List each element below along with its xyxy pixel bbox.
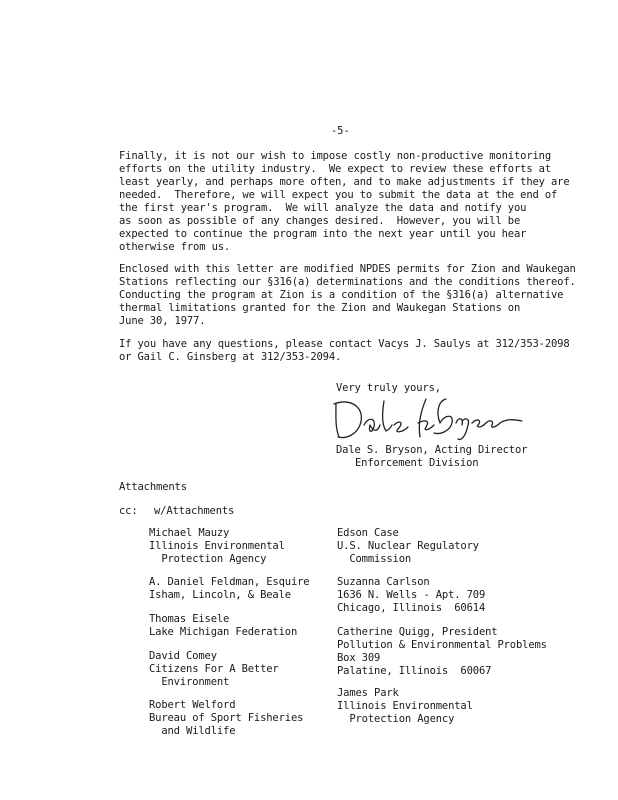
page-number: -5- bbox=[331, 125, 350, 137]
cc-right-line: Commission bbox=[337, 553, 412, 565]
paragraph-2-line: thermal limitations granted for the Zion and Waukegan Stations on bbox=[119, 302, 521, 314]
cc-right-line: Chicago, Illinois 60614 bbox=[337, 602, 486, 614]
cc-label: cc: bbox=[119, 505, 138, 517]
cc-left-line: Robert Welford bbox=[149, 699, 236, 711]
paragraph-1-line: least yearly, and perhaps more often, and to make adjustments if they are bbox=[119, 176, 570, 188]
cc-right-line: U.S. Nuclear Regulatory bbox=[337, 540, 479, 552]
cc-right-line: Protection Agency bbox=[337, 713, 455, 725]
closing: Very truly yours, bbox=[336, 382, 441, 394]
signer-name: Dale S. Bryson, Acting Director bbox=[336, 444, 528, 456]
paragraph-3-line: or Gail C. Ginsberg at 312/353-2094. bbox=[119, 351, 342, 363]
attachments-label: Attachments bbox=[119, 481, 187, 493]
cc-right-line: Illinois Environmental bbox=[337, 700, 473, 712]
cc-left-line: and Wildlife bbox=[149, 725, 236, 737]
paragraph-1-line: needed. Therefore, we will expect you to submit the data at the end of bbox=[119, 189, 558, 201]
paragraph-2-line: June 30, 1977. bbox=[119, 315, 206, 327]
cc-left-line: Michael Mauzy bbox=[149, 527, 230, 539]
cc-right-line: Suzanna Carlson bbox=[337, 576, 430, 588]
cc-left-line: David Comey bbox=[149, 650, 217, 662]
paragraph-1-line: Finally, it is not our wish to impose costly non-productive monitoring bbox=[119, 150, 552, 162]
paragraph-1-line: expected to continue the program into the next year until you hear bbox=[119, 228, 527, 240]
handwritten-signature bbox=[330, 395, 530, 443]
signer-division: Enforcement Division bbox=[355, 457, 479, 469]
paragraph-1-line: efforts on the utility industry. We expect to review these efforts at bbox=[119, 163, 552, 175]
paragraph-2-line: Conducting the program at Zion is a condition of the §316(a) alternative bbox=[119, 289, 564, 301]
paragraph-1-line: otherwise from us. bbox=[119, 241, 231, 253]
cc-left-line: Environment bbox=[149, 676, 230, 688]
cc-left-line: Thomas Eisele bbox=[149, 613, 230, 625]
cc-left-line: A. Daniel Feldman, Esquire bbox=[149, 576, 310, 588]
paragraph-2-line: Enclosed with this letter are modified NPDES permits for Zion and Waukegan bbox=[119, 263, 576, 275]
cc-left-line: Protection Agency bbox=[149, 553, 267, 565]
cc-right-line: James Park bbox=[337, 687, 399, 699]
paragraph-3-line: If you have any questions, please contact Vacys J. Saulys at 312/353-2098 bbox=[119, 338, 570, 350]
cc-right-line: Palatine, Illinois 60067 bbox=[337, 665, 492, 677]
cc-right-line: Pollution & Environmental Problems bbox=[337, 639, 547, 651]
cc-right-line: Catherine Quigg, President bbox=[337, 626, 498, 638]
cc-right-line: Box 309 bbox=[337, 652, 381, 664]
paragraph-1-line: the first year's program. We will analyze the data and notify you bbox=[119, 202, 527, 214]
cc-left-line: Citizens For A Better bbox=[149, 663, 279, 675]
paragraph-1-line: as soon as possible of any changes desired. However, you will be bbox=[119, 215, 521, 227]
cc-left-line: Isham, Lincoln, & Beale bbox=[149, 589, 291, 601]
cc-note: w/Attachments bbox=[154, 505, 235, 517]
cc-right-line: Edson Case bbox=[337, 527, 399, 539]
cc-left-line: Bureau of Sport Fisheries bbox=[149, 712, 304, 724]
cc-right-line: 1636 N. Wells - Apt. 709 bbox=[337, 589, 486, 601]
paragraph-2-line: Stations reflecting our §316(a) determinations and the conditions thereof. bbox=[119, 276, 576, 288]
cc-left-line: Lake Michigan Federation bbox=[149, 626, 298, 638]
cc-left-line: Illinois Environmental bbox=[149, 540, 285, 552]
